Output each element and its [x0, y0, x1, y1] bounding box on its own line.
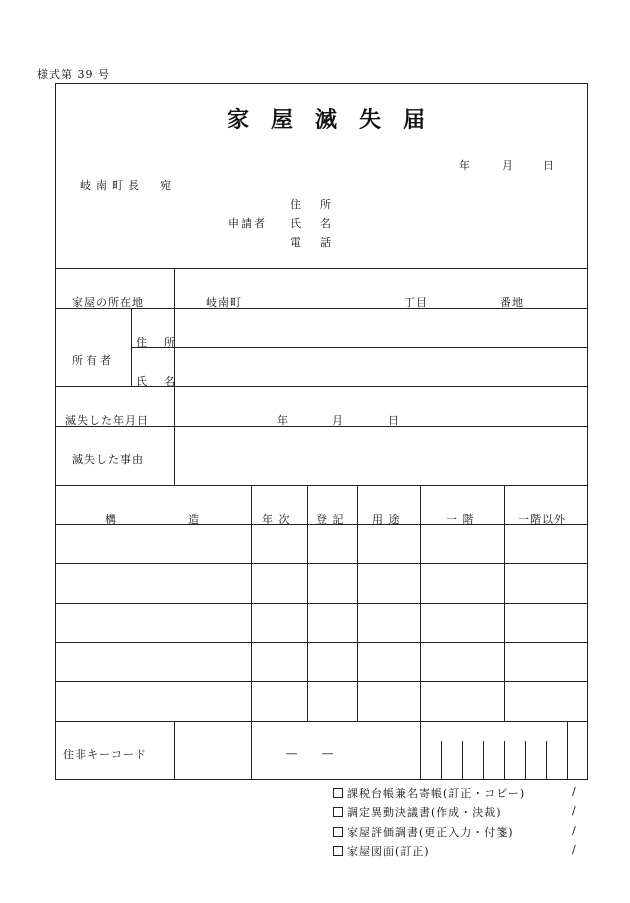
divider: [55, 603, 588, 604]
checklist-slash: /: [572, 804, 577, 817]
divider: [55, 485, 588, 486]
divider: [131, 347, 588, 348]
checklist-label: 課税台帳兼名寄帳(訂正・コピー): [347, 787, 526, 800]
applicant-label: 申請者: [228, 217, 267, 230]
date-year: 年: [459, 159, 471, 172]
owner-address-label: 住 所: [136, 336, 178, 349]
divider: [174, 386, 175, 485]
divider: [567, 721, 568, 780]
addressee: 岐南町長 宛: [80, 179, 176, 192]
date-month: 月: [502, 159, 514, 172]
checklist-label: 調定異動決議書(作成・決裁): [347, 806, 502, 819]
location-town: 岐南町: [206, 296, 242, 309]
form-number: 様式第 39 号: [37, 68, 110, 81]
checklist-item[interactable]: [333, 843, 430, 859]
col-use: 用 途: [372, 513, 401, 526]
loss-date-label: 滅失した年月日: [65, 414, 149, 427]
code-tick: [462, 741, 463, 780]
divider: [174, 268, 175, 308]
checkbox[interactable]: [333, 827, 343, 837]
code-tick: [546, 741, 547, 780]
divider: [251, 721, 252, 780]
divider: [55, 386, 588, 387]
divider: [174, 721, 175, 780]
col-registration: 登 記: [316, 513, 345, 526]
col-year: 年 次: [262, 513, 291, 526]
checklist-item[interactable]: [333, 785, 525, 801]
applicant-address-label: 住 所: [290, 198, 335, 211]
loss-day: 日: [388, 414, 400, 427]
code-tick: [525, 741, 526, 780]
checkbox[interactable]: [333, 788, 343, 798]
checklist-slash: /: [572, 843, 577, 856]
checklist-slash: /: [572, 824, 577, 837]
key-code-label: 住非キーコード: [63, 748, 147, 761]
owner-name-label: 氏 名: [136, 375, 178, 388]
loss-year: 年: [277, 414, 289, 427]
location-banchi: 番地: [500, 296, 524, 309]
checklist-slash: /: [572, 785, 577, 798]
divider: [55, 681, 588, 682]
checkbox[interactable]: [333, 807, 343, 817]
divider: [420, 485, 421, 721]
divider: [55, 563, 588, 564]
code-tick: [504, 741, 505, 780]
checklist-label: 家屋図面(訂正): [347, 845, 430, 858]
divider: [307, 485, 308, 721]
divider: [131, 308, 132, 386]
loss-month: 月: [332, 414, 344, 427]
key-code-dashes: ― ―: [286, 747, 334, 760]
col-other-floors: 一階以外: [518, 513, 566, 526]
divider: [55, 268, 588, 269]
divider: [357, 485, 358, 721]
loss-reason-label: 滅失した事由: [72, 453, 144, 466]
form-title: 家屋滅失届: [226, 107, 447, 133]
divider: [251, 485, 252, 721]
divider: [55, 642, 588, 643]
location-chome: 丁目: [404, 296, 428, 309]
applicant-name-label: 氏 名: [290, 217, 335, 230]
divider: [504, 485, 505, 721]
date-day: 日: [543, 159, 555, 172]
divider: [420, 721, 421, 780]
col-structure-2: 造: [188, 513, 200, 526]
location-label: 家屋の所在地: [72, 296, 144, 309]
checklist-item[interactable]: [333, 824, 514, 840]
checkbox[interactable]: [333, 846, 343, 856]
divider: [55, 721, 588, 722]
col-structure-1: 構: [105, 513, 117, 526]
applicant-phone-label: 電 話: [290, 236, 335, 249]
code-tick: [441, 741, 442, 780]
checklist-item[interactable]: [333, 804, 502, 820]
checklist-label: 家屋評価調書(更正入力・付箋): [347, 826, 514, 839]
code-tick: [483, 741, 484, 780]
col-first-floor: 一 階: [446, 513, 475, 526]
owner-label: 所有者: [72, 354, 114, 367]
